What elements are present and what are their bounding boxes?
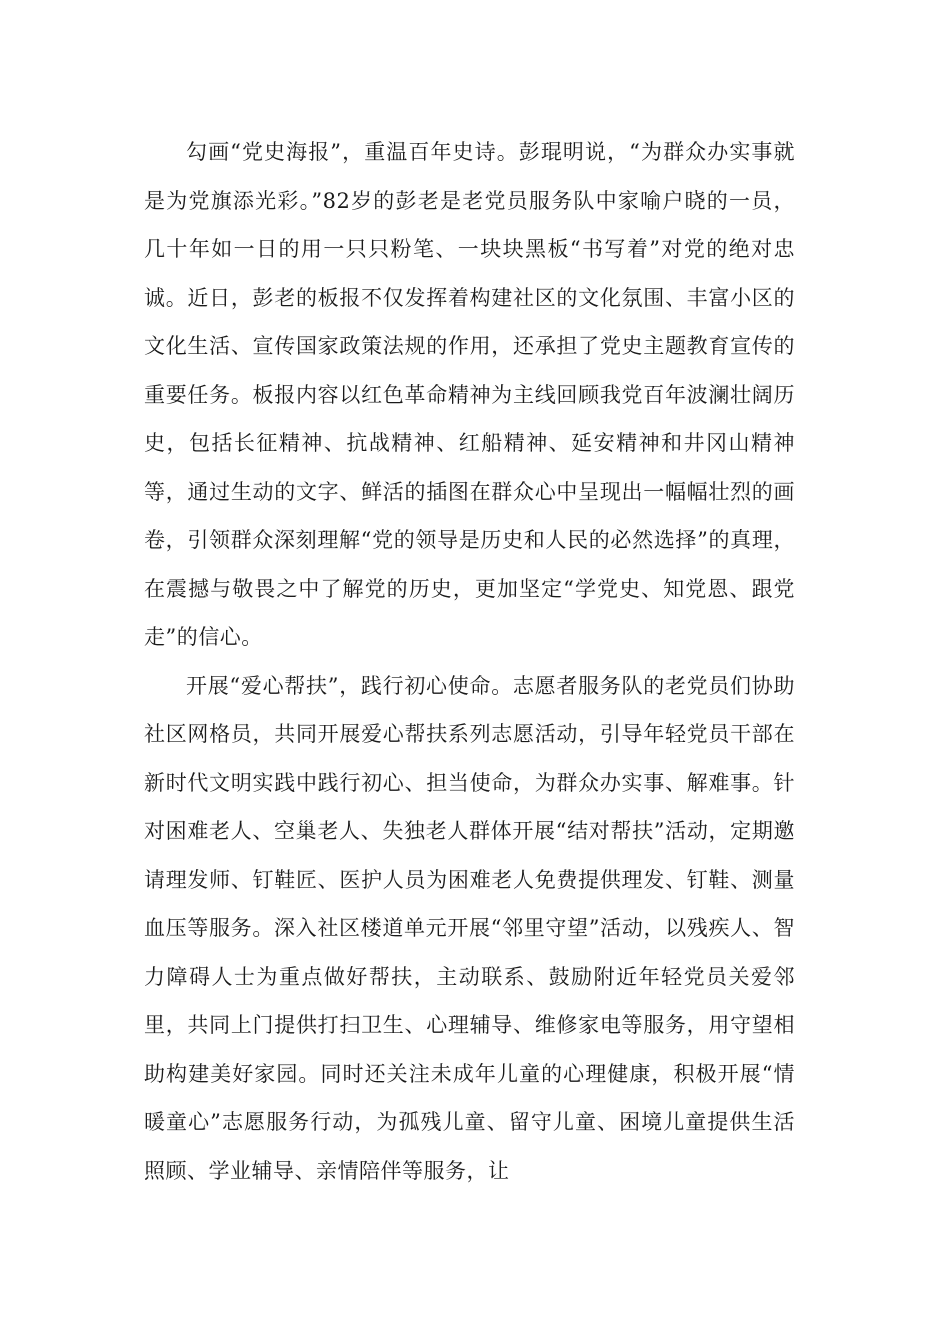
paragraph-party-history-poster: 勾画“党史海报”，重温百年史诗。彭琨明说，“为群众办实事就是为党旗添光彩。”82岁的彭老是老党员服务队中家喻户晓的一员，几十年如一日的用一只只粉笔、一块块黑板“书写着”对党的绝对忠诚。近日，彭老的板报不仅发挥着构建社区的文化氛围、丰富小区的文化生活、宣传国家政策法规的作用，还承担了党史主题教育宣传的重要任务。板报内容以红色革命精神为主线回顾我党百年波澜壮阔历史，包括长征精神、抗战精神、红船精神、延安精神和井冈山精神等，通过生动的文字、鲜活的插图在群众心中呈现出一幅幅壮烈的画卷，引领群众深刻理解“党的领导是历史和人民的必然选择”的真理，在震撼与敬畏之中了解党的历史，更加坚定“学党史、知党恩、跟党走”的信心。 [144, 140, 795, 649]
paragraph-love-assistance: 开展“爱心帮扶”，践行初心使命。志愿者服务队的老党员们协助社区网格员，共同开展爱心帮扶系列志愿活动，引导年轻党员干部在新时代文明实践中践行初心、担当使命，为群众办实事、解难事。针对困难老人、空巢老人、失独老人群体开展“结对帮扶”活动，定期邀请理发师、钉鞋匠、医护人员为困难老人免费提供理发、钉鞋、测量血压等服务。深入社区楼道单元开展“邻里守望”活动，以残疾人、智力障碍人士为重点做好帮扶，主动联系、鼓励附近年轻党员关爱邻里，共同上门提供打扫卫生、心理辅导、维修家电等服务，用守望相助构建美好家园。同时还关注未成年儿童的心理健康，积极开展“情暖童心”志愿服务行动，为孤残儿童、留守儿童、困境儿童提供生活照顾、学业辅导、亲情陪伴等服务，让 [144, 673, 795, 1183]
document-body [144, 128, 795, 1195]
